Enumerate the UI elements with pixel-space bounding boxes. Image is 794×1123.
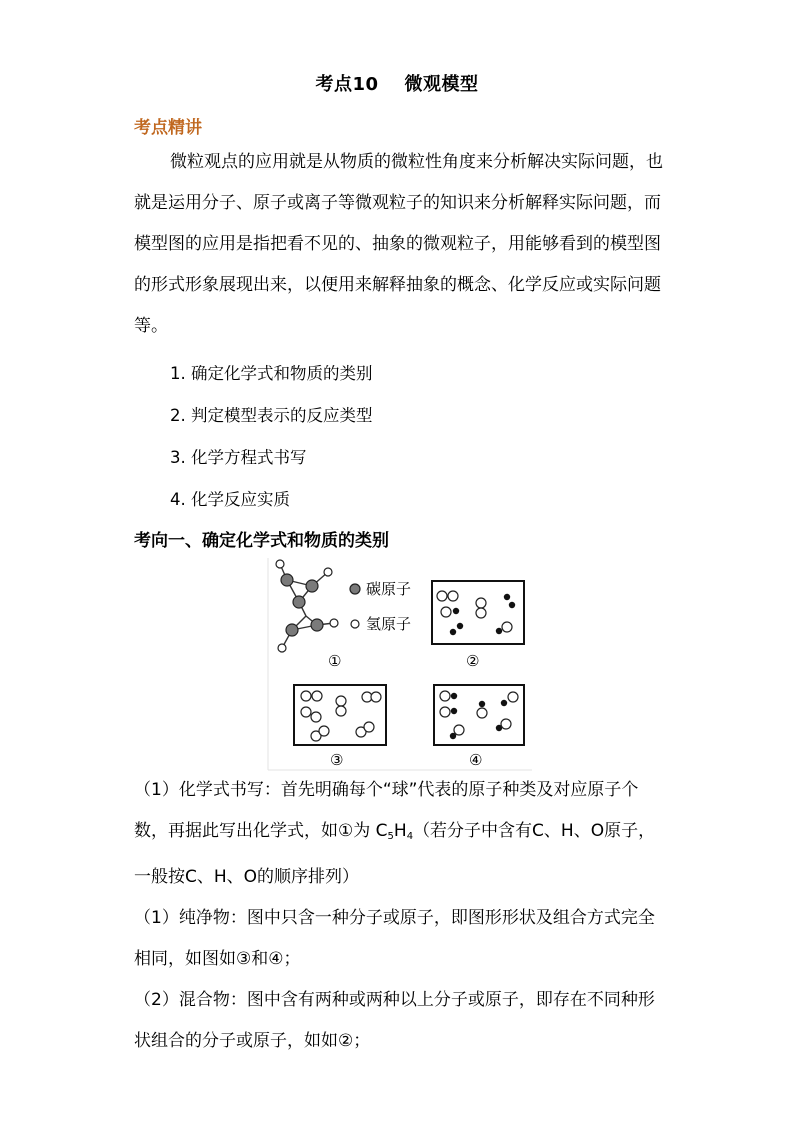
pure-substance-box-4 bbox=[434, 685, 524, 745]
subsection-heading: 考向一、确定化学式和物质的类别 bbox=[134, 531, 389, 551]
mixture-paragraph: （2）混合物：图中含有两种或两种以上分子或原子，即存在不同种形状组合的分子或原子，如如②； bbox=[134, 990, 655, 1051]
list-item: 4. 化学反应实质 bbox=[170, 490, 290, 509]
figure-label-4: ④ bbox=[469, 751, 483, 769]
subscript: 4 bbox=[406, 831, 414, 842]
intro-paragraph: 微粒观点的应用就是从物质的微粒性角度来分析解决实际问题，也就是运用分子、原子或离子等微观粒子的知识来分析解释实际问题，而模型图的应用是指把看不见的、抽象的微观粒子，用能够看到的模型图的形式形象展现出来，以便用来解释抽象的概念、化学反应或实际问题等。 bbox=[134, 152, 663, 336]
hydrogen-atom-icon bbox=[351, 620, 359, 628]
list-item: 2. 判定模型表示的反应类型 bbox=[170, 406, 373, 425]
pure-substance-paragraph: （1）纯净物：图中只含一种分子或原子，即图形形状及组合方式完全相同，如图如③和④； bbox=[134, 908, 655, 969]
mixture-box-2 bbox=[432, 581, 524, 644]
legend-hydrogen-label: 氢原子 bbox=[366, 615, 412, 633]
figure-label-2: ② bbox=[466, 652, 480, 670]
pure-substance-box-3 bbox=[294, 685, 386, 745]
subscript: 5 bbox=[387, 831, 394, 842]
legend-carbon-label: 碳原子 bbox=[366, 580, 412, 598]
topic-list bbox=[170, 353, 373, 521]
title-topic: 微观模型 bbox=[404, 74, 479, 95]
title-number: 考点10 bbox=[315, 74, 379, 95]
page-title bbox=[0, 70, 794, 96]
molecule-model-figure bbox=[266, 556, 534, 776]
paragraph-text: （1）化学式书写：首先明确每个“球”代表的原子种类及对应原子个数，再据此写出化学式，如①为 C bbox=[134, 780, 639, 841]
carbon-atom-icon bbox=[350, 584, 360, 594]
c5h4-molecule-model bbox=[276, 560, 338, 652]
list-item: 1. 确定化学式和物质的类别 bbox=[170, 364, 373, 383]
formula-writing-paragraph bbox=[134, 770, 664, 898]
paragraph-text: H bbox=[393, 821, 407, 841]
molecule-diagram bbox=[266, 556, 534, 772]
paragraph-text: （若分子中含有C、H、O原子，一般按C、H、O的顺序排列） bbox=[134, 821, 656, 887]
figure-label-1: ① bbox=[328, 652, 342, 670]
section-heading: 考点精讲 bbox=[134, 118, 202, 138]
body-text bbox=[134, 770, 664, 1062]
figure-label-3: ③ bbox=[330, 751, 344, 769]
list-item: 3. 化学方程式书写 bbox=[170, 448, 307, 467]
